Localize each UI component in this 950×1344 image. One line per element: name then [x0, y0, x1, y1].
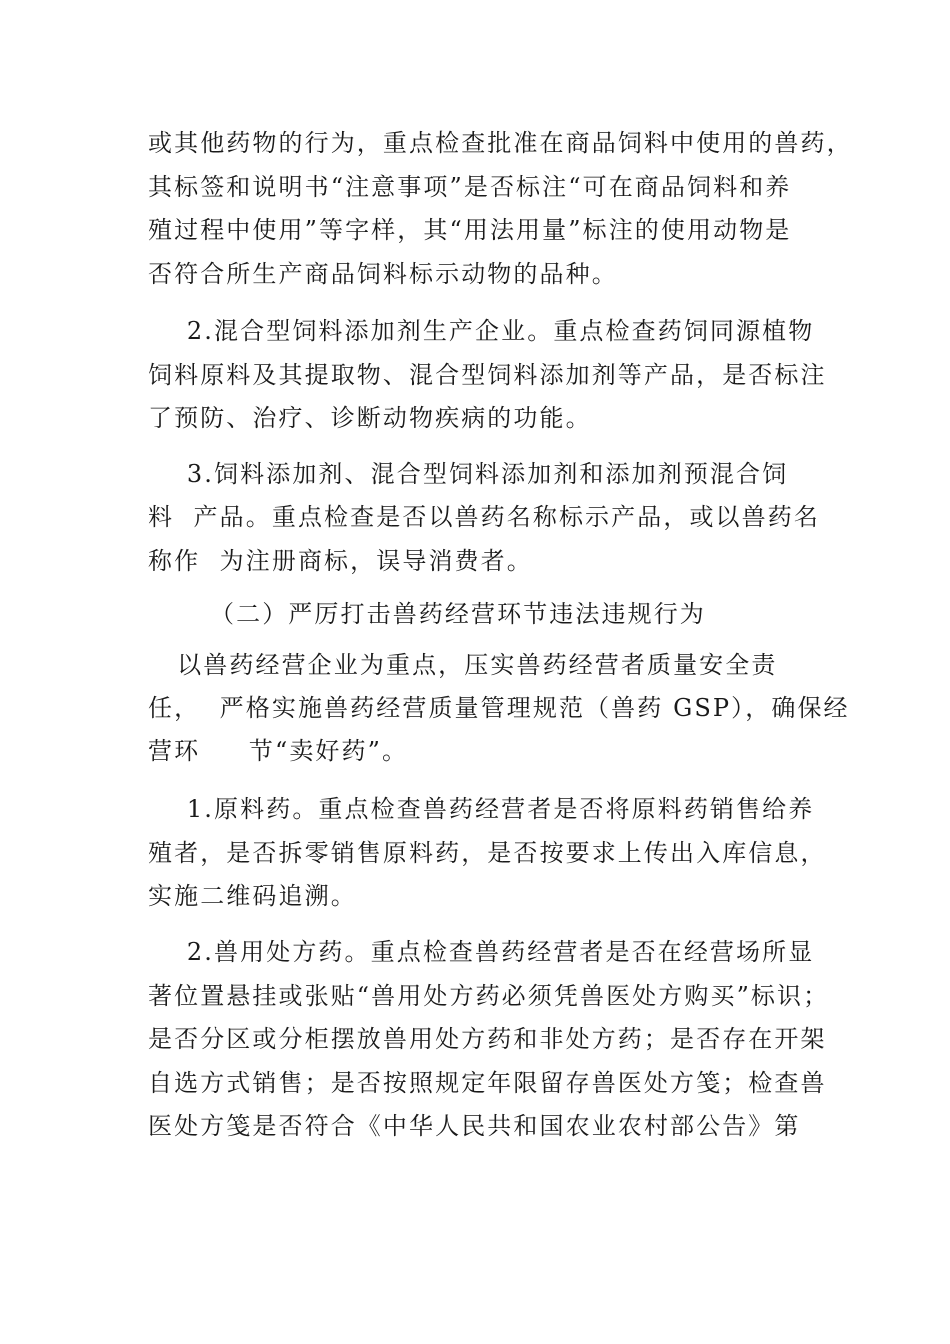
- body-text-line: 1.原料药。重点检查兽药经营者是否将原料药销售给养: [148, 795, 815, 823]
- body-text-line: 殖者，是否拆零销售原料药，是否按要求上传出入库信息，: [148, 839, 827, 867]
- body-text-line: 是否分区或分柜摆放兽用处方药和非处方药；是否存在开架: [148, 1025, 827, 1053]
- body-text-line: 2.混合型饲料添加剂生产企业。重点检查药饲同源植物: [148, 317, 815, 345]
- body-text-line: 2.兽用处方药。重点检查兽药经营者是否在经营场所显: [148, 938, 815, 966]
- body-text-line: 殖过程中使用”等字样，其“用法用量”标注的使用动物是: [148, 216, 792, 244]
- section-heading: （二）严厉打击兽药经营环节违法违规行为: [210, 600, 706, 628]
- body-text-line: 料 产品。重点检查是否以兽药名称标示产品，或以兽药名: [148, 503, 820, 531]
- body-text-line: 任， 严格实施兽药经营质量管理规范（兽药 GSP），确保经: [148, 694, 850, 722]
- body-text-line: 著位置悬挂或张贴“兽用处方药必须凭兽医处方购买”标识；: [148, 982, 830, 1010]
- body-text-line: 自选方式销售；是否按照规定年限留存兽医处方笺；检查兽: [148, 1069, 827, 1097]
- body-text-line: 饲料原料及其提取物、混合型饲料添加剂等产品，是否标注: [148, 361, 827, 389]
- body-text-line: 否符合所生产商品饲料标示动物的品种。: [148, 260, 618, 288]
- body-text-line: 或其他药物的行为，重点检查批准在商品饲料中使用的兽药，: [148, 129, 853, 157]
- body-text-line: 营环 节“卖好药”。: [148, 737, 409, 765]
- body-text-line: 其标签和说明书“注意事项”是否标注“可在商品饲料和养: [148, 173, 792, 201]
- body-text-line: 实施二维码追溯。: [148, 882, 357, 910]
- body-text-line: 3.饲料添加剂、混合型饲料添加剂和添加剂预混合饲: [148, 460, 789, 488]
- body-text-line: 医处方笺是否符合《中华人民共和国农业农村部公告》第: [148, 1112, 801, 1140]
- body-text-line: 称作 为注册商标，误导消费者。: [148, 547, 533, 575]
- body-text-line: 了预防、治疗、诊断动物疾病的功能。: [148, 404, 592, 432]
- body-text-line: 以兽药经营企业为重点，压实兽药经营者质量安全责: [148, 651, 778, 679]
